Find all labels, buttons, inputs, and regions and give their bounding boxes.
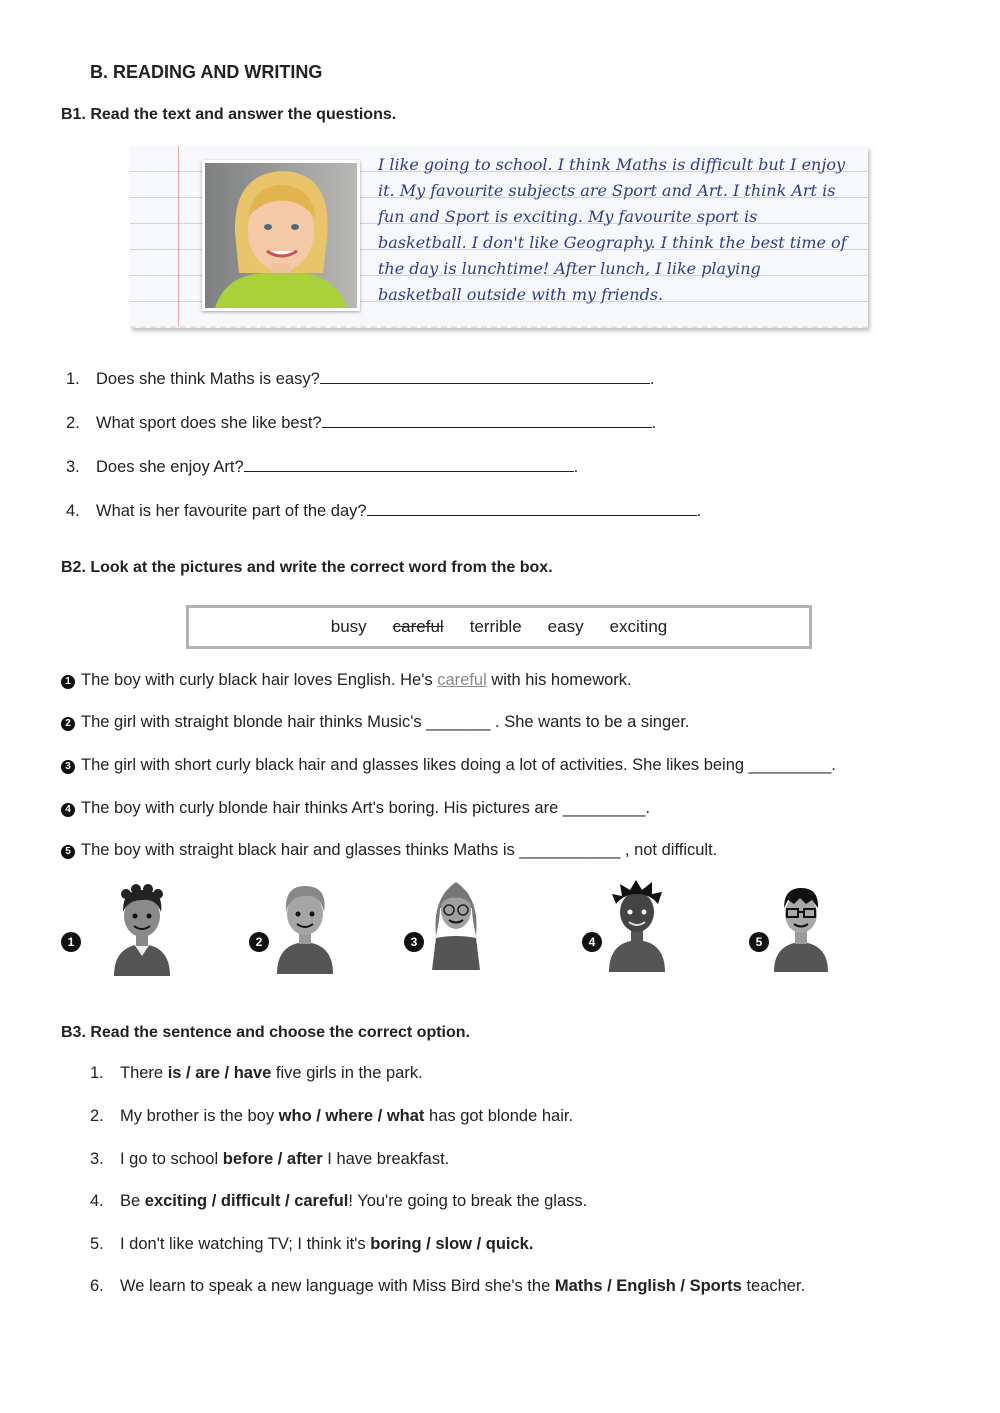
b3-item-3: 3. I go to school before / after I have breakfast.	[90, 1150, 450, 1168]
b2-sentence-2: 2 The girl with straight blonde hair thinks Music's _______ . She wants to be a singer.	[61, 713, 690, 732]
figure-number-4: 4	[582, 932, 602, 952]
word-careful: careful	[392, 617, 444, 636]
note-card	[130, 146, 868, 328]
section-title: B. READING AND WRITING	[90, 62, 323, 82]
b3-item-2: 2. My brother is the boy who / where / what has got blonde hair.	[90, 1107, 574, 1125]
options[interactable]: is / are / have	[167, 1064, 272, 1082]
question-text: What sport does she like best?	[96, 414, 322, 432]
answer-blank[interactable]	[367, 500, 697, 516]
question-text: What is her favourite part of the day?	[96, 502, 367, 520]
word-easy: easy	[547, 617, 584, 636]
b3-item-6: 6. We learn to speak a new language with Miss Bird she's the Maths / English / Sports teacher.	[90, 1277, 806, 1295]
girl-photo	[202, 160, 360, 311]
question-number: 2.	[66, 414, 80, 432]
b3-item-4: 4. Be exciting / difficult / careful! You're going to break the glass.	[90, 1192, 588, 1210]
question-text: Does she think Maths is easy?	[96, 370, 320, 388]
figure-number-3: 3	[404, 932, 424, 952]
figure-number-2: 2	[249, 932, 269, 952]
bullet-number: 1	[61, 675, 75, 689]
answer-blank[interactable]	[322, 412, 652, 428]
options[interactable]: exciting / difficult / careful	[144, 1192, 349, 1210]
b1-question-2: 2. What sport does she like best? .	[66, 414, 657, 432]
word-exciting: exciting	[609, 617, 668, 636]
b2-title: B2. Look at the pictures and write the correct word from the box.	[61, 559, 553, 576]
bullet-number: 5	[61, 845, 75, 859]
bullet-number: 3	[61, 760, 75, 774]
girl-short-black-hair-glasses-figure	[428, 878, 484, 970]
options[interactable]: who / where / what	[278, 1107, 425, 1125]
answer-blank[interactable]: ___________	[519, 841, 621, 859]
b2-sentence-5: 5 The boy with straight black hair and glasses thinks Maths is ___________ , not difficult.	[61, 841, 717, 860]
bullet-number: 2	[61, 717, 75, 731]
boy-curly-blonde-hair-figure	[606, 878, 668, 972]
b2-sentence-4: 4 The boy with curly blonde hair thinks Art's boring. His pictures are _________.	[61, 799, 650, 818]
b2-sentence-1: 1 The boy with curly black hair loves English. He's careful with his homework.	[61, 671, 632, 690]
figure-number-1: 1	[61, 932, 81, 952]
question-number: 4.	[66, 502, 80, 520]
girl-straight-blonde-hair-figure	[274, 882, 336, 974]
answer-blank[interactable]: _______	[426, 713, 491, 731]
question-number: 1.	[66, 370, 80, 388]
word-terrible: terrible	[469, 617, 522, 636]
b2-sentence-3: 3 The girl with short curly black hair and glasses likes doing a lot of activities. She likes being _________.	[61, 756, 836, 775]
question-number: 3.	[66, 458, 80, 476]
b1-question-4: 4. What is her favourite part of the day? .	[66, 502, 702, 520]
question-text: Does she enjoy Art?	[96, 458, 244, 476]
margin-line	[178, 146, 179, 326]
b3-title: B3. Read the sentence and choose the correct option.	[61, 1024, 470, 1041]
answer-blank[interactable]: _________	[562, 799, 646, 817]
boy-curly-black-hair-figure	[110, 884, 174, 976]
boy-straight-black-hair-glasses-figure	[772, 884, 830, 972]
b1-title: B1. Read the text and answer the questions.	[61, 106, 397, 123]
options[interactable]: Maths / English / Sports	[554, 1277, 742, 1295]
answer-blank[interactable]	[320, 368, 650, 384]
word-busy: busy	[330, 617, 367, 636]
b1-question-3: 3. Does she enjoy Art? .	[66, 458, 579, 476]
answer-blank[interactable]: _________	[748, 756, 832, 774]
b3-item-5: 5. I don't like watching TV; I think it's boring / slow / quick.	[90, 1235, 534, 1253]
answer-blank[interactable]	[244, 456, 574, 472]
reading-passage: I like going to school. I think Maths is difficult but I enjoy it. My favourite subjects are Sport and Art. I think Art is fun and Sport is exciting. My favourite sport is basketball. I don't like Geography. I think the best time of the day is lunchtime! After lunch, I like playing basketball outside with my friends.	[378, 155, 847, 304]
example-answer: careful	[437, 671, 487, 689]
options[interactable]: before / after	[222, 1150, 323, 1168]
bullet-number: 4	[61, 803, 75, 817]
b3-item-1: 1. There is / are / have five girls in the park.	[90, 1064, 423, 1082]
options[interactable]: boring / slow / quick.	[370, 1235, 534, 1253]
b1-question-1: 1. Does she think Maths is easy? .	[66, 370, 655, 388]
figure-number-5: 5	[749, 932, 769, 952]
word-box	[186, 605, 812, 649]
